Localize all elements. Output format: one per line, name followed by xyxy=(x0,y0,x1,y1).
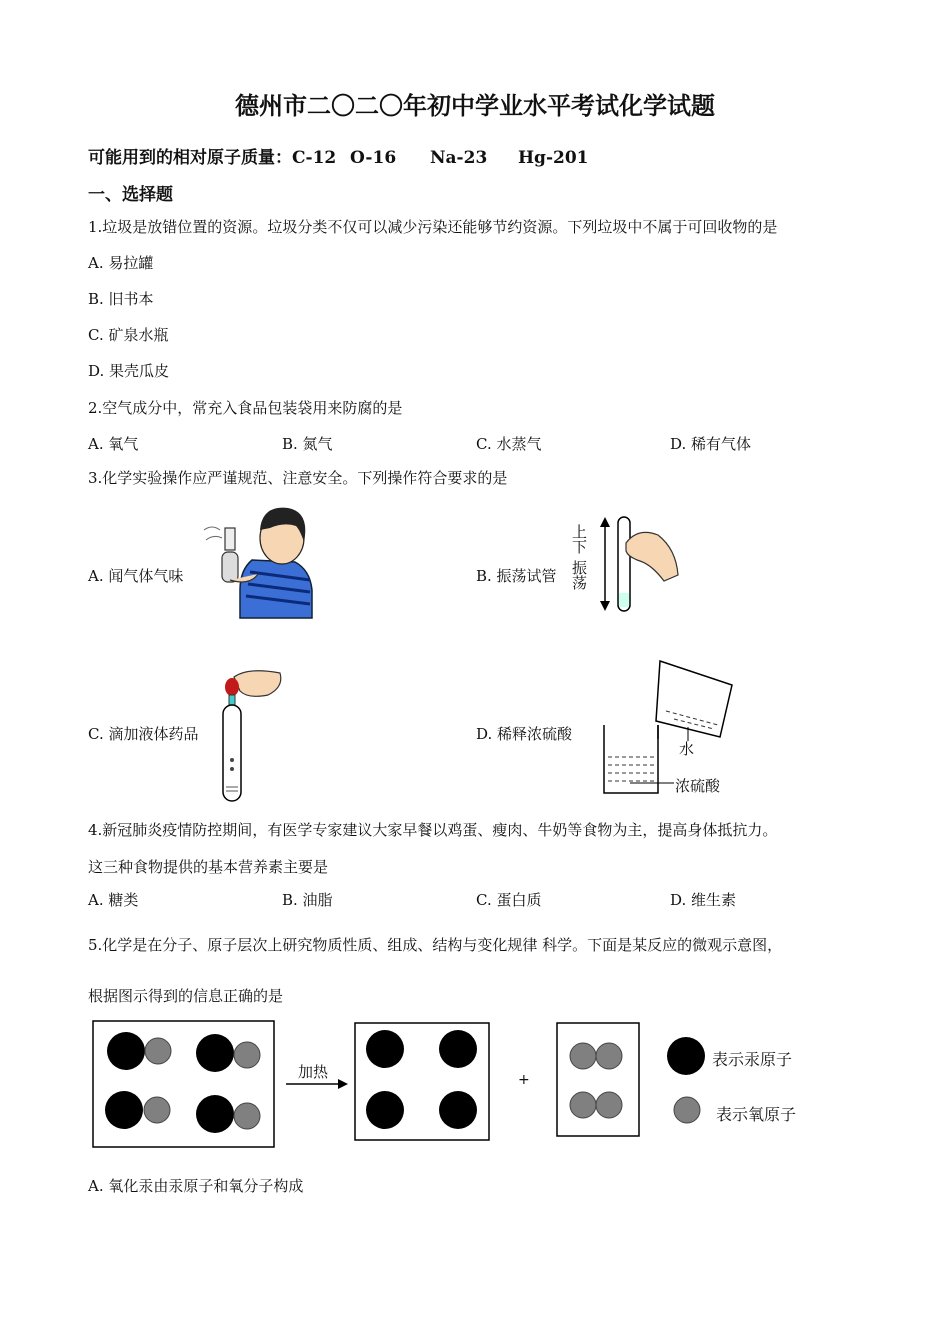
legend-o-symbol xyxy=(674,1097,700,1123)
fig-b-label-top: 上下 xyxy=(570,524,588,554)
atomic-mass-hg: Hg-201 xyxy=(518,148,589,168)
q3-stem: 3.化学实验操作应严谨规范、注意安全。下列操作符合要求的是 xyxy=(88,469,508,487)
q4-stem-2: 这三种食物提供的基本营养素主要是 xyxy=(88,858,329,876)
legend-o-label: 表示氧原子 xyxy=(716,1105,797,1124)
hg-atom xyxy=(196,1095,234,1133)
q1-option-c: C. 矿泉水瓶 xyxy=(88,326,169,344)
atomic-mass-na: Na-23 xyxy=(430,148,488,168)
fig-b-label-bottom: 振荡 xyxy=(570,560,588,590)
arrow-label: 加热 xyxy=(298,1063,329,1081)
q5-option-a: A. 氧化汞由汞原子和氧分子构成 xyxy=(88,1177,304,1195)
q3-option-c: C. 滴加液体药品 xyxy=(88,725,199,743)
q3-option-b: B. 振荡试管 xyxy=(476,567,557,585)
q4-option-b: B. 油脂 xyxy=(282,891,333,909)
hg-atom xyxy=(105,1091,143,1129)
atomic-mass-c: C-12 xyxy=(292,148,337,168)
q5-stem-2: 根据图示得到的信息正确的是 xyxy=(88,987,284,1005)
q1-stem: 1.垃圾是放错位置的资源。垃圾分类不仅可以减少污染还能够节约资源。下列垃圾中不属于可回收物的是 xyxy=(88,218,778,236)
section-heading: 一、选择题 xyxy=(88,185,173,205)
q4-option-a: A. 糖类 xyxy=(88,891,139,909)
q1-option-a: A. 易拉罐 xyxy=(88,254,154,272)
product-o2-box xyxy=(557,1023,639,1136)
page-title: 德州市二〇二〇年初中学业水平考试化学试题 xyxy=(235,91,715,120)
atomic-mass-label: 可能用到的相对原子质量： xyxy=(88,148,292,168)
q4-option-c: C. 蛋白质 xyxy=(476,891,542,909)
hg-atom xyxy=(439,1030,477,1068)
hg-atom xyxy=(439,1091,477,1129)
q1-option-d: D. 果壳瓜皮 xyxy=(88,362,170,380)
o-atom xyxy=(234,1042,260,1068)
o-atom xyxy=(144,1097,170,1123)
hg-atom xyxy=(107,1032,145,1070)
legend-hg-label: 表示汞原子 xyxy=(712,1050,793,1069)
o-atom xyxy=(570,1092,596,1118)
q2-option-b: B. 氮气 xyxy=(282,435,333,453)
q2-option-c: C. 水蒸气 xyxy=(476,435,542,453)
hg-atom xyxy=(366,1091,404,1129)
hg-atom xyxy=(366,1030,404,1068)
q1-option-b: B. 旧书本 xyxy=(88,290,154,308)
fig-d-acid-label: 浓硫酸 xyxy=(675,777,721,795)
atomic-mass-line xyxy=(88,143,589,168)
q4-stem: 4.新冠肺炎疫情防控期间，有医学专家建议大家早餐以鸡蛋、瘦肉、牛奶等食物为主，提高身体抵抗力。 xyxy=(88,821,778,839)
atomic-mass-o: O-16 xyxy=(350,148,397,168)
o-atom xyxy=(570,1043,596,1069)
smelling-gas-illustration xyxy=(200,500,315,618)
o-atom xyxy=(234,1103,260,1129)
o-atom xyxy=(596,1092,622,1118)
reaction-diagram xyxy=(90,1018,820,1150)
o-atom xyxy=(145,1038,171,1064)
q4-option-d: D. 维生素 xyxy=(670,891,737,909)
q3-option-a: A. 闻气体气味 xyxy=(88,567,184,585)
q2-option-d: D. 稀有气体 xyxy=(670,435,752,453)
hg-atom xyxy=(196,1034,234,1072)
q2-stem: 2.空气成分中，常充入食品包装袋用来防腐的是 xyxy=(88,399,403,417)
legend-hg-symbol xyxy=(667,1037,705,1075)
plus-sign: + xyxy=(518,1072,530,1088)
q3-option-d: D. 稀释浓硫酸 xyxy=(476,725,573,743)
fig-d-water-label: 水 xyxy=(679,740,695,758)
q5-stem: 5.化学是在分子、原子层次上研究物质性质、组成、结构与变化规律 科学。下面是某反应的微观示意图， xyxy=(88,936,783,954)
q2-option-a: A. 氧气 xyxy=(88,435,139,453)
o-atom xyxy=(596,1043,622,1069)
dropper-illustration xyxy=(218,665,288,805)
